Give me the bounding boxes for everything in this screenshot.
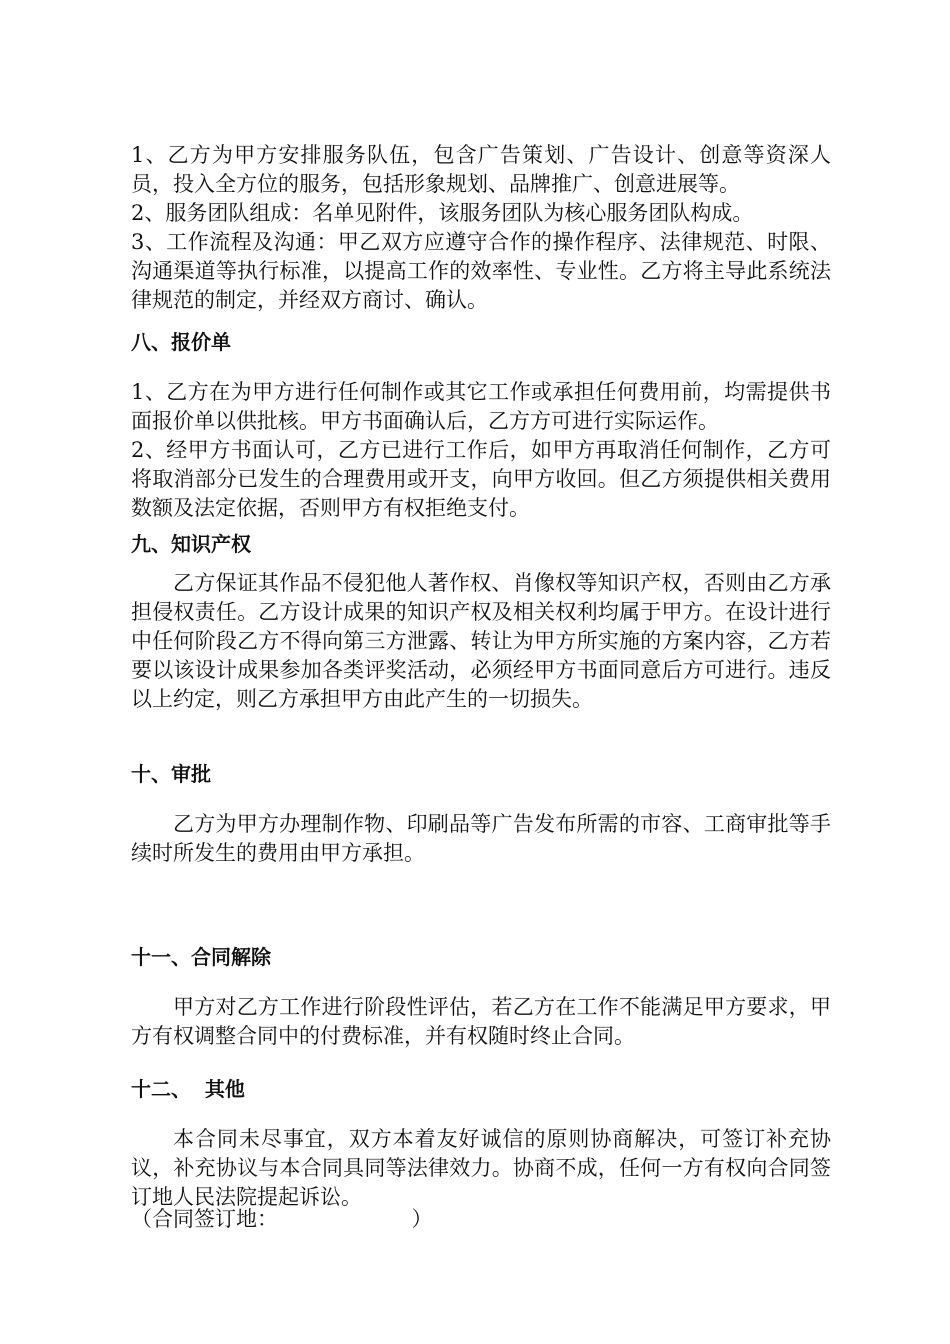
section-7-item-3: 3、工作流程及沟通：甲乙双方应遵守合作的操作程序、法律规范、时限、沟通渠道等执行标准，以提高工作的效率性、专业性。乙方将主导此系统法律规范的制定，并经双方商讨、确认。	[131, 230, 831, 312]
section-8-item-2: 2、经甲方书面认可，乙方已进行工作后，如甲方再取消任何制作，乙方可将取消部分已发生的合理费用或开支，向甲方收回。但乙方须提供相关费用数额及法定依据，否则甲方有权拒绝支付。	[131, 438, 831, 520]
section-9-heading: 九、知识产权	[131, 532, 251, 556]
section-8-item-1: 1、乙方在为甲方进行任何制作或其它工作或承担任何费用前，均需提供书面报价单以供批核。甲方书面确认后，乙方方可进行实际运作。	[131, 380, 831, 433]
section-11-heading: 十一、合同解除	[131, 945, 271, 969]
signing-place-line: （合同签订地： ）	[131, 1207, 433, 1231]
section-9-body: 乙方保证其作品不侵犯他人著作权、肖像权等知识产权，否则由乙方承担侵权责任。乙方设计成果的知识产权及相关权利均属于甲方。在设计进行中任何阶段乙方不得向第三方泄露、转让为甲方所实施的方案内容，乙方若要以该设计成果参加各类评奖活动，必须经甲方书面同意后方可进行。违反以上约定，则乙方承担甲方由此产生的一切损失。	[131, 571, 831, 711]
section-12-heading: 十二、 其他	[131, 1077, 245, 1101]
section-11-body: 甲方对乙方工作进行阶段性评估，若乙方在工作不能满足甲方要求，甲方有权调整合同中的付费标准，并有权随时终止合同。	[131, 995, 831, 1048]
section-7-item-2: 2、服务团队组成：名单见附件，该服务团队为核心服务团队构成。	[131, 201, 754, 225]
section-10-body: 乙方为甲方办理制作物、印刷品等广告发布所需的市容、工商审批等手续时所发生的费用由甲方承担。	[131, 812, 831, 865]
section-10-heading: 十、审批	[131, 762, 211, 786]
section-8-heading: 八、报价单	[131, 330, 231, 354]
section-8-items	[131, 378, 831, 523]
section-7-items	[131, 141, 831, 315]
section-12-body: 本合同未尽事宜，双方本着友好诚信的原则协商解决，可签订补充协议，补充协议与本合同具同等法律效力。协商不成，任何一方有权向合同签订地人民法院提起诉讼。	[131, 1127, 831, 1209]
section-7-item-1: 1、乙方为甲方安排服务队伍，包含广告策划、广告设计、创意等资深人员，投入全方位的服务，包括形象规划、品牌推广、创意进展等。	[131, 143, 831, 196]
